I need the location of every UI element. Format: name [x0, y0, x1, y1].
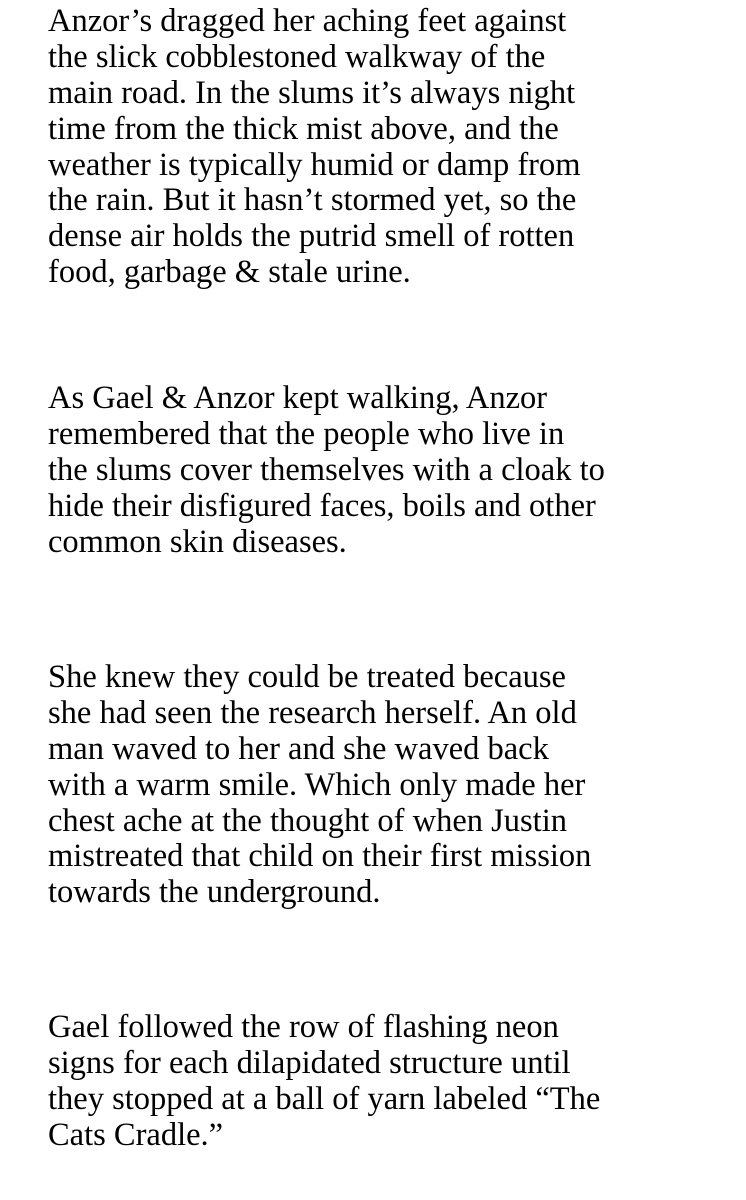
text-line: She knew they could be treated because — [48, 659, 566, 695]
text-line: they stopped at a ball of yarn labeled “The — [48, 1080, 601, 1117]
text-line: chest ache at the thought of when Justin — [48, 802, 567, 839]
paragraph-1 — [48, 4, 581, 291]
text-line: signs for each dilapidated structure until — [48, 1044, 571, 1081]
text-line: the slums cover themselves with a cloak to — [48, 451, 605, 488]
text-line: time from the thick mist above, and the — [48, 110, 559, 147]
text-line: towards the underground. — [48, 874, 381, 911]
text-line: Cats Cradle.” — [48, 1116, 224, 1153]
text-line: with a warm smile. Which only made her — [48, 766, 586, 803]
text-line: Anzor’s dragged her aching feet against — [48, 3, 567, 39]
text-line: main road. In the slums it’s always night — [48, 74, 576, 111]
paragraph-4 — [48, 1010, 600, 1154]
text-line: she had seen the research herself. An old — [48, 694, 577, 731]
text-line: the slick cobblestoned walkway of the — [48, 38, 546, 75]
paragraph-3 — [48, 660, 591, 911]
text-line: mistreated that child on their first mission — [48, 838, 592, 875]
text-line: common skin diseases. — [48, 523, 347, 560]
text-line: the rain. But it hasn’t stormed yet, so the — [48, 182, 577, 219]
text-line: As Gael & Anzor kept walking, Anzor — [48, 380, 548, 416]
text-line: weather is typically humid or damp from — [48, 146, 581, 183]
text-line: remembered that the people who live in — [48, 415, 565, 452]
paragraph-2 — [48, 381, 605, 560]
text-line: Gael followed the row of flashing neon — [48, 1009, 559, 1045]
text-line: hide their disfigured faces, boils and other — [48, 487, 596, 524]
text-line: man waved to her and she waved back — [48, 730, 549, 767]
text-line: dense air holds the putrid smell of rotten — [48, 218, 575, 255]
text-line: food, garbage & stale urine. — [48, 254, 411, 291]
